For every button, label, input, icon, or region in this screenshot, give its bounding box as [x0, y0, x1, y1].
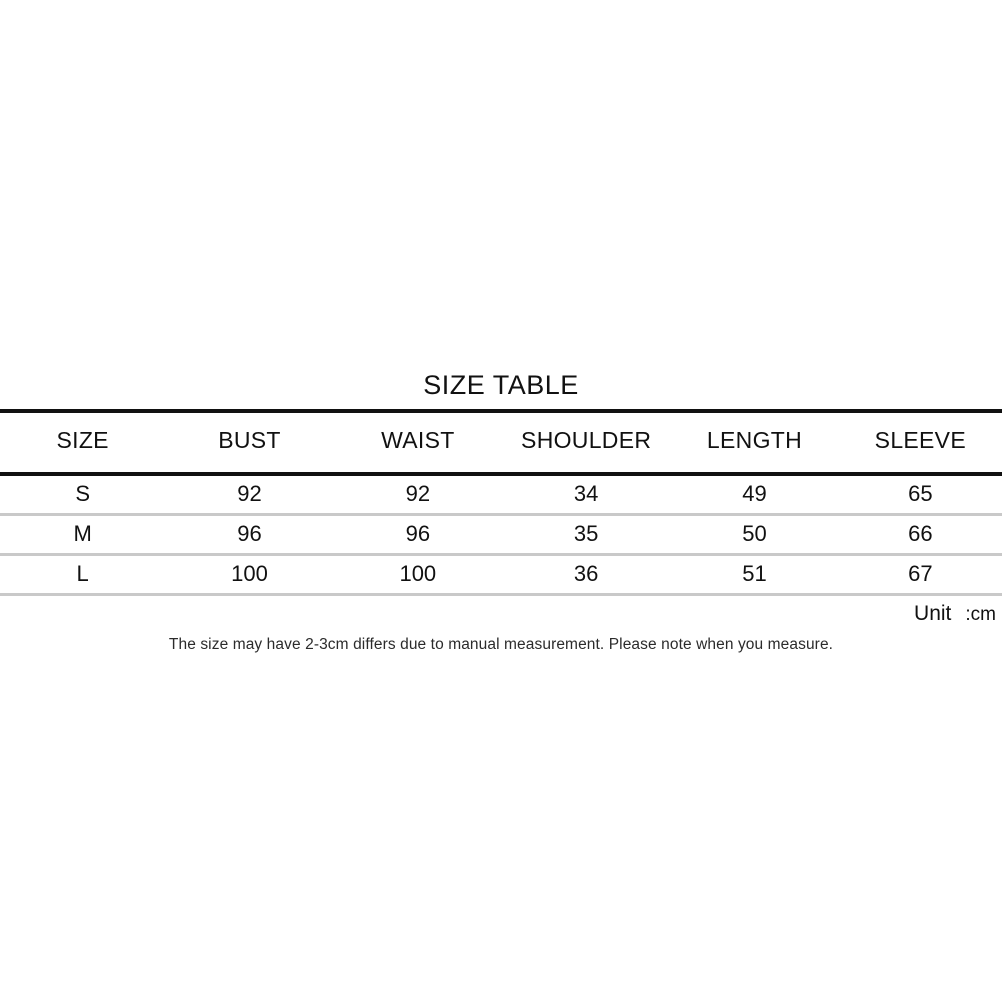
table-row [0, 516, 1002, 553]
cell-sleeve: 67 [908, 561, 933, 586]
size-table [0, 413, 1002, 472]
table-header-row [0, 413, 1002, 472]
cell-sleeve: 66 [908, 521, 933, 546]
cell-size: M [73, 521, 92, 546]
cell-waist: 92 [405, 481, 431, 506]
column-header-sleeve: SLEEVE [874, 427, 966, 453]
table-row [0, 556, 1002, 593]
cell-shoulder: 34 [573, 481, 599, 506]
unit-value: :cm [965, 604, 996, 625]
cell-size: L [76, 561, 89, 586]
cell-sleeve: 65 [908, 481, 933, 506]
size-table-body [0, 476, 1002, 593]
column-header-size: SIZE [56, 427, 109, 453]
cell-shoulder: 36 [573, 561, 599, 586]
size-table-block [0, 370, 1002, 654]
table-header [0, 413, 1002, 472]
column-header-waist: WAIST [381, 427, 455, 453]
cell-length: 50 [742, 521, 767, 546]
cell-bust: 100 [231, 561, 268, 586]
cell-bust: 96 [237, 521, 262, 546]
column-header-shoulder: SHOULDER [521, 427, 652, 453]
cell-bust: 92 [237, 481, 262, 506]
column-header-length: LENGTH [706, 427, 803, 453]
unit-row [0, 596, 1002, 626]
cell-length: 51 [742, 561, 767, 586]
cell-length: 49 [742, 481, 767, 506]
cell-shoulder: 35 [573, 521, 599, 546]
column-header-bust: BUST [218, 427, 281, 453]
table-row [0, 476, 1002, 513]
cell-size: S [75, 481, 90, 506]
page-title: SIZE TABLE [423, 370, 579, 400]
cell-waist: 96 [405, 521, 431, 546]
measurement-note: The size may have 2-3cm differs due to manual measurement. Please note when you measure. [168, 636, 834, 653]
cell-waist: 100 [399, 561, 437, 586]
unit-label: Unit [914, 602, 952, 625]
